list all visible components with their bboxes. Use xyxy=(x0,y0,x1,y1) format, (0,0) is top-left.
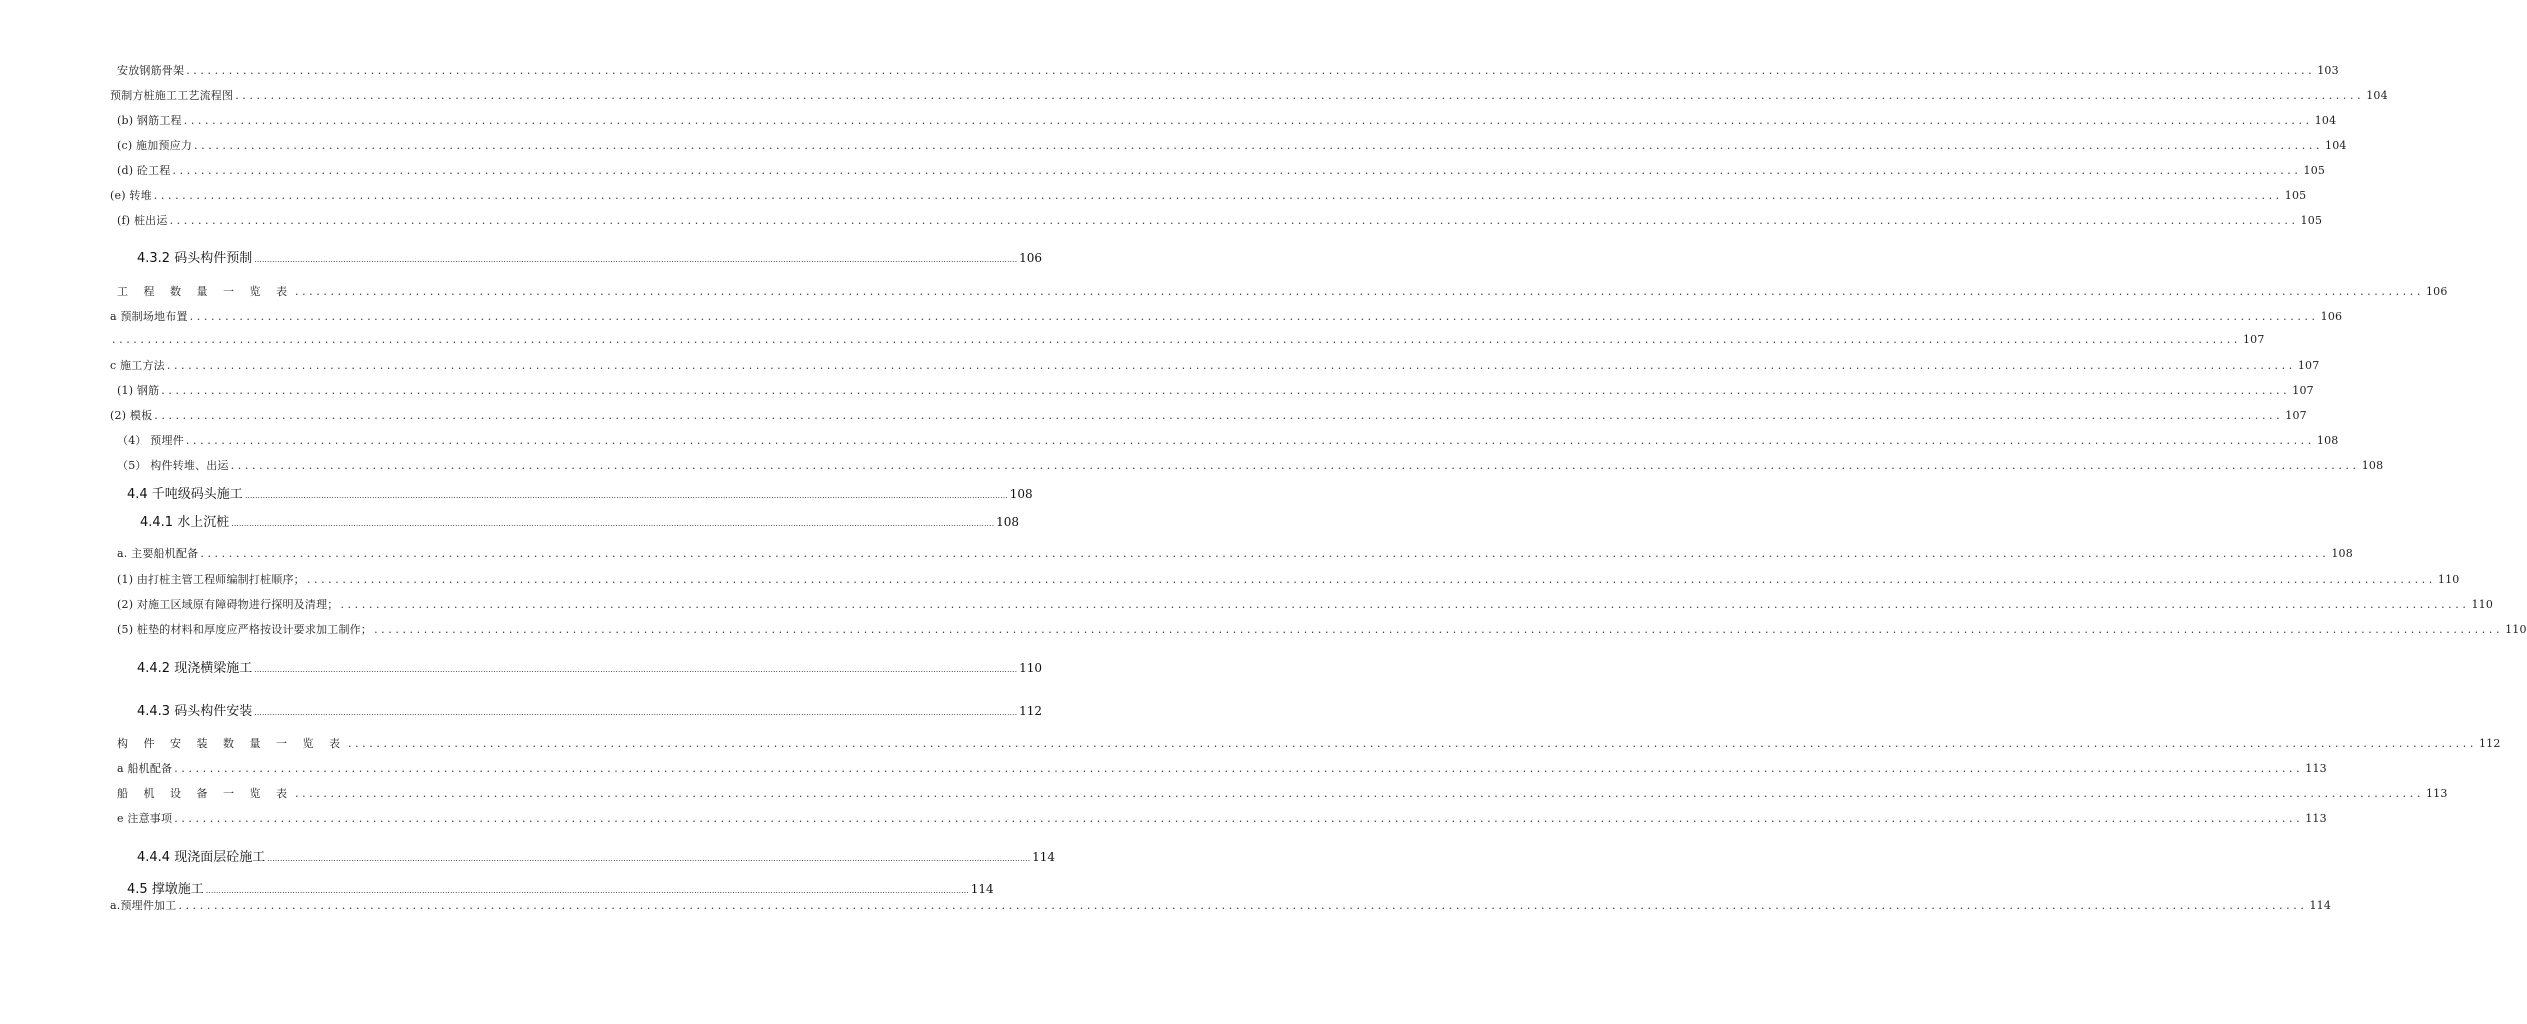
toc-dot-leader: ............................................................................................................................................................................................................................................................................................................ xyxy=(186,64,2316,77)
toc-entry-title: 船 机 设 备 一 览 表 xyxy=(117,787,293,800)
toc-dot-leader: ............................................................................................................................................................................................................................................................................................................ xyxy=(340,598,2470,611)
toc-entry xyxy=(117,596,2494,612)
toc-entry xyxy=(117,457,2384,473)
toc-entry-title: (2) 对施工区域原有障碍物进行探明及清理； xyxy=(117,598,339,611)
toc-entry xyxy=(117,621,2527,637)
toc-page-number: 108 xyxy=(2316,434,2339,447)
toc-entry-title: （5） 构件转堆、出运 xyxy=(117,459,229,472)
toc-entry xyxy=(117,760,2327,776)
toc-page-number: 106 xyxy=(2425,285,2448,298)
toc-entry-title: 4.5 撑墩施工 xyxy=(127,882,204,897)
toc-page-number: 107 xyxy=(2297,359,2320,372)
toc-dot-leader: ............................................................................................................................................................................................................................................................................................................ xyxy=(166,359,2296,372)
toc-entry-title: a 预制场地布置 xyxy=(110,310,188,323)
toc-entry-title: (f) 桩出运 xyxy=(117,214,168,227)
toc-dot-leader: ............................................................................................................................................................................................................................................................................................................ xyxy=(230,459,2360,472)
toc-page-number: 104 xyxy=(2314,114,2337,127)
toc-page-number: 107 xyxy=(2292,384,2314,397)
toc-entry xyxy=(117,212,2323,228)
toc-entry-title: (d) 砼工程 xyxy=(117,164,171,177)
toc-page-number: 106 xyxy=(1019,251,1043,265)
toc-page-number: 106 xyxy=(2320,310,2343,323)
toc-entry xyxy=(110,308,2343,324)
toc-entry xyxy=(117,112,2337,128)
toc-entry-title: a. 主要船机配备 xyxy=(117,547,199,560)
toc-dot-leader: ............................................................................................................................................................................................................................................................................................................ xyxy=(169,214,2299,227)
toc-page-number: 108 xyxy=(996,515,1020,529)
toc-entry-title: 4.4.3 码头构件安装 xyxy=(137,704,253,719)
toc-dot-leader: ............................................................................................................................................................................................................................................................................................................ xyxy=(194,139,2324,152)
toc-entry xyxy=(110,187,2307,203)
toc-entry-title: a 船机配备 xyxy=(117,762,173,775)
toc-entry xyxy=(110,407,2307,423)
toc-dot-leader: ............................................................................................................................................................................................................................................................................................................ xyxy=(153,189,2283,202)
toc-page-number: 114 xyxy=(1032,850,1056,864)
toc-entry xyxy=(117,571,2460,587)
toc-dot-leader: ............................................................................................................................................................................................................................................................................................................ xyxy=(244,491,1008,500)
toc-entry-title: 4.4 千吨级码头施工 xyxy=(127,487,243,502)
toc-entry-title: 预制方桩施工工艺流程图 xyxy=(110,89,234,102)
toc-page-number: 112 xyxy=(1019,704,1043,718)
toc-dot-leader: ............................................................................................................................................................................................................................................................................................................ xyxy=(174,812,2304,825)
toc-dot-leader: ............................................................................................................................................................................................................................................................................................................ xyxy=(205,886,969,895)
toc-page-number: 113 xyxy=(2425,787,2448,800)
toc-page-number: 108 xyxy=(2331,547,2353,560)
toc-entry-title: 4.4.2 现浇横梁施工 xyxy=(137,661,253,676)
toc-entry-title: a.预埋件加工 xyxy=(110,899,177,912)
toc-entry xyxy=(137,657,1043,676)
toc-entry xyxy=(140,511,1020,530)
toc-entry-title: 安放钢筋骨架 xyxy=(117,64,185,77)
toc-page-number: 108 xyxy=(2361,459,2384,472)
toc-entry xyxy=(110,87,2388,103)
toc-entry xyxy=(117,382,2314,398)
toc-dot-leader: ............................................................................................................................................................................................................................................................................................................ xyxy=(185,434,2315,447)
toc-entry xyxy=(110,333,2265,346)
toc-page-number: 114 xyxy=(970,882,994,896)
toc-page-number: 104 xyxy=(2325,139,2347,152)
toc-entry xyxy=(117,785,2448,801)
toc-entry xyxy=(117,810,2327,826)
toc-entry xyxy=(117,62,2339,78)
toc-entry-title: (b) 钢筋工程 xyxy=(117,114,182,127)
toc-page-number: 105 xyxy=(2300,214,2323,227)
toc-entry xyxy=(117,162,2326,178)
toc-dot-leader: ............................................................................................................................................................................................................................................................................................................ xyxy=(161,384,2291,397)
toc-dot-leader: ............................................................................................................................................................................................................................................................................................................ xyxy=(294,787,2424,800)
toc-dot-leader: ............................................................................................................................................................................................................................................................................................................ xyxy=(306,573,2436,586)
toc-entry-title: (c) 施加预应力 xyxy=(117,139,193,152)
toc-entry-title: (e) 转堆 xyxy=(110,189,152,202)
toc-page-number: 104 xyxy=(2366,89,2388,102)
toc-entry-title: c 施工方法 xyxy=(110,359,165,372)
toc-entry-title: (5) 桩垫的材料和厚度应严格按设计要求加工制作； xyxy=(117,623,373,636)
toc-page-number: 112 xyxy=(2478,737,2501,750)
toc-dot-leader: ............................................................................................................................................................................................................................................................................................................ xyxy=(183,114,2313,127)
toc-entry xyxy=(127,878,994,897)
toc-entry-title: (1) 由打桩主管工程师编制打桩顺序； xyxy=(117,573,305,586)
toc-entry xyxy=(127,483,1033,502)
toc-entry xyxy=(117,735,2501,751)
toc-dot-leader: ............................................................................................................................................................................................................................................................................................................ xyxy=(154,409,2284,422)
toc-dot-leader: ............................................................................................................................................................................................................................................................................................................ xyxy=(254,665,1018,674)
toc-page-number: 113 xyxy=(2305,762,2327,775)
toc-dot-leader: ............................................................................................................................................................................................................................................................................................................ xyxy=(294,285,2424,298)
toc-dot-leader: ............................................................................................................................................................................................................................................................................................................ xyxy=(189,310,2319,323)
toc-page-number: 105 xyxy=(2284,189,2307,202)
toc-page-number: 107 xyxy=(2242,333,2265,346)
toc-entry xyxy=(137,247,1043,266)
toc-entry-title: 4.4.1 水上沉桩 xyxy=(140,515,230,530)
toc-entry-title: 4.3.2 码头构件预制 xyxy=(137,251,253,266)
toc-page-number: 107 xyxy=(2285,409,2307,422)
toc-dot-leader: ............................................................................................................................................................................................................................................................................................................ xyxy=(374,623,2504,636)
toc-entry-title: (1) 钢筋 xyxy=(117,384,160,397)
toc-dot-leader: ............................................................................................................................................................................................................................................................................................................ xyxy=(200,547,2330,560)
toc-entry-title: (2) 模板 xyxy=(110,409,153,422)
toc-entry-title: 构 件 安 装 数 量 一 览 表 xyxy=(117,737,346,750)
toc-entry-title: e 注意事项 xyxy=(117,812,173,825)
toc-entry xyxy=(110,357,2320,373)
toc-dot-leader: ............................................................................................................................................................................................................................................................................................................ xyxy=(267,854,1031,863)
toc-page-number: 110 xyxy=(2505,623,2527,636)
toc-entry-title: （4） 预埋件 xyxy=(117,434,184,447)
toc-page-number: 103 xyxy=(2317,64,2339,77)
toc-dot-leader: ............................................................................................................................................................................................................................................................................................................ xyxy=(231,519,995,528)
toc-dot-leader: ............................................................................................................................................................................................................................................................................................................ xyxy=(254,708,1018,717)
toc-dot-leader: ............................................................................................................................................................................................................................................................................................................ xyxy=(347,737,2477,750)
toc-dot-leader: ............................................................................................................................................................................................................................................................................................................ xyxy=(178,899,2308,912)
toc-entry xyxy=(110,897,2332,913)
toc-dot-leader: ............................................................................................................................................................................................................................................................................................................ xyxy=(172,164,2302,177)
toc-dot-leader: ............................................................................................................................................................................................................................................................................................................ xyxy=(112,333,2241,346)
toc-page-number: 110 xyxy=(2471,598,2494,611)
toc-entry xyxy=(117,137,2347,153)
toc-entry xyxy=(117,283,2448,299)
toc-page-number: 110 xyxy=(1019,661,1043,675)
toc-entry-title: 工 程 数 量 一 览 表 xyxy=(117,285,293,298)
toc-entry xyxy=(117,432,2339,448)
toc-dot-leader: ............................................................................................................................................................................................................................................................................................................ xyxy=(254,255,1018,264)
toc-page-number: 108 xyxy=(1009,487,1033,501)
toc-entry xyxy=(137,846,1056,865)
toc-page-number: 105 xyxy=(2303,164,2326,177)
toc-page-number: 113 xyxy=(2305,812,2327,825)
toc-dot-leader: ............................................................................................................................................................................................................................................................................................................ xyxy=(235,89,2365,102)
toc-page-number: 110 xyxy=(2437,573,2460,586)
toc-entry xyxy=(137,700,1043,719)
toc-entry xyxy=(117,545,2353,561)
toc-page-number: 114 xyxy=(2309,899,2332,912)
toc-entry-title: 4.4.4 现浇面层砼施工 xyxy=(137,850,266,865)
toc-dot-leader: ............................................................................................................................................................................................................................................................................................................ xyxy=(174,762,2304,775)
